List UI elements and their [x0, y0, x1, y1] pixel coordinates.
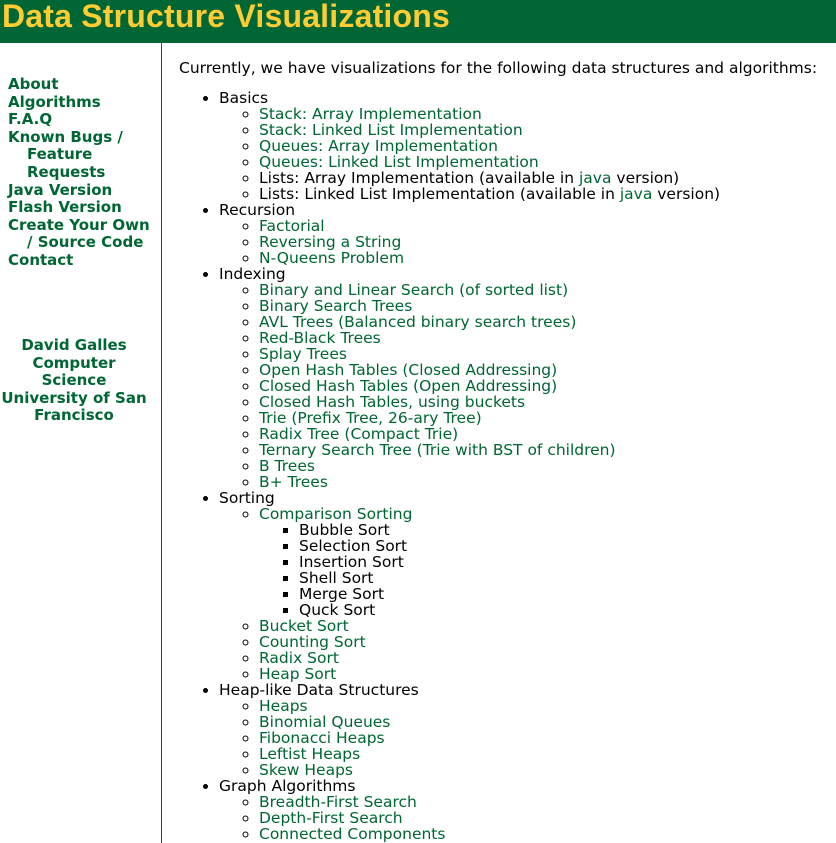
list-item	[259, 234, 829, 250]
section-basics	[219, 90, 829, 202]
list-item	[259, 362, 829, 378]
list-linked-java-link[interactable]: java	[619, 185, 653, 203]
section-graph-algorithms	[219, 778, 829, 842]
dfs-link[interactable]: Depth-First Search	[259, 809, 403, 827]
search-link[interactable]: Binary and Linear Search (of sorted list)	[259, 281, 569, 299]
list-item	[259, 442, 829, 458]
reverse-string-link[interactable]: Reversing a String	[259, 233, 402, 251]
nav-java-version-link[interactable]: Java Version	[8, 180, 113, 199]
list-item	[259, 826, 829, 842]
fibonacci-heaps-link[interactable]: Fibonacci Heaps	[259, 729, 385, 747]
list-item	[259, 410, 829, 426]
ternary-tree-link[interactable]: Ternary Search Tree (Trie with BST of children)	[259, 441, 616, 459]
bucket-sort-link[interactable]: Bucket Sort	[259, 617, 349, 635]
bst-link[interactable]: Binary Search Trees	[259, 297, 413, 315]
list-item	[259, 138, 829, 154]
sorting-list	[219, 506, 829, 682]
list-linked-suffix: version)	[652, 185, 721, 203]
graph-list	[219, 794, 829, 842]
radix-tree-link[interactable]: Radix Tree (Compact Trie)	[259, 425, 459, 443]
list-item	[259, 298, 829, 314]
list-item	[259, 314, 829, 330]
list-item	[259, 330, 829, 346]
binomial-queues-link[interactable]: Binomial Queues	[259, 713, 391, 731]
leftist-heaps-link[interactable]: Leftist Heaps	[259, 745, 361, 763]
list-item	[259, 170, 829, 186]
list-item: ▪ Shell Sort	[299, 570, 829, 586]
nav-contact-link[interactable]: Contact	[8, 250, 74, 269]
list-item	[259, 714, 829, 730]
list-item	[259, 426, 829, 442]
section-label: Sorting	[219, 489, 275, 507]
author-university: University of San Francisco	[1, 388, 147, 425]
sidebar-nav	[8, 76, 158, 270]
splay-link[interactable]: Splay Trees	[259, 345, 347, 363]
sidebar	[0, 43, 162, 843]
list-item	[259, 282, 829, 298]
author-department: Computer Science	[32, 353, 116, 390]
section-indexing	[219, 266, 829, 490]
list-item	[259, 698, 829, 714]
list-linked-text: Lists: Linked List Implementation (available in	[259, 185, 620, 203]
heaps-link[interactable]: Heaps	[259, 697, 308, 715]
list-array-suffix: version)	[611, 169, 680, 187]
list-item	[259, 154, 829, 170]
nav-source-code-link[interactable]: Create Your Own / Source Code	[8, 215, 150, 252]
list-item	[259, 186, 829, 202]
list-item	[259, 122, 829, 138]
section-sorting	[219, 490, 829, 682]
list-item	[259, 666, 829, 682]
nav-faq-link[interactable]: F.A.Q	[8, 110, 53, 129]
skew-heaps-link[interactable]: Skew Heaps	[259, 761, 354, 779]
section-label: Heap-like Data Structures	[219, 681, 419, 699]
queue-array-link[interactable]: Queues: Array Implementation	[259, 137, 498, 155]
trie-link[interactable]: Trie (Prefix Tree, 26-ary Tree)	[259, 409, 482, 427]
list-item	[259, 650, 829, 666]
b-trees-link[interactable]: B Trees	[259, 457, 315, 475]
list-item	[259, 762, 829, 778]
nav-known-bugs-link[interactable]: Known Bugs / Feature Requests	[8, 127, 123, 181]
factorial-link[interactable]: Factorial	[259, 217, 325, 235]
page-header	[0, 0, 836, 43]
list-array-java-link[interactable]: java	[579, 169, 612, 187]
section-label: Graph Algorithms	[219, 777, 356, 795]
page-title: Data Structure Visualizations	[2, 0, 451, 34]
list-item: ▪ Merge Sort	[299, 586, 829, 602]
heap-sort-link[interactable]: Heap Sort	[259, 665, 337, 683]
section-label: Basics	[219, 89, 269, 107]
recursion-list	[219, 218, 829, 266]
nav-about-link[interactable]: About	[8, 75, 59, 93]
nav-flash-version-link[interactable]: Flash Version	[8, 198, 122, 217]
stack-array-link[interactable]: Stack: Array Implementation	[259, 105, 482, 123]
list-item	[259, 634, 829, 650]
avl-link[interactable]: AVL Trees (Balanced binary search trees)	[259, 313, 577, 331]
comparison-sort-link[interactable]: Comparison Sorting	[259, 505, 413, 523]
list-item: ▪ Insertion Sort	[299, 554, 829, 570]
basics-list	[219, 106, 829, 202]
list-item	[259, 746, 829, 762]
list-item	[259, 618, 829, 634]
heaps-list	[219, 698, 829, 778]
n-queens-link[interactable]: N-Queens Problem	[259, 249, 405, 267]
list-item: ▪ Selection Sort	[299, 538, 829, 554]
section-label: Recursion	[219, 201, 296, 219]
bfs-link[interactable]: Breadth-First Search	[259, 793, 417, 811]
visualization-list	[179, 90, 829, 842]
closed-hash-link[interactable]: Closed Hash Tables (Open Addressing)	[259, 377, 558, 395]
counting-sort-link[interactable]: Counting Sort	[259, 633, 366, 651]
list-item	[259, 458, 829, 474]
list-item	[259, 506, 829, 618]
list-item	[259, 378, 829, 394]
closed-hash-buckets-link[interactable]: Closed Hash Tables, using buckets	[259, 393, 526, 411]
stack-linked-list-link[interactable]: Stack: Linked List Implementation	[259, 121, 523, 139]
list-item	[259, 106, 829, 122]
list-item	[259, 730, 829, 746]
list-item	[259, 394, 829, 410]
radix-sort-link[interactable]: Radix Sort	[259, 649, 339, 667]
nav-algorithms-link[interactable]: Algorithms	[8, 92, 101, 111]
list-item	[259, 218, 829, 234]
open-hash-link[interactable]: Open Hash Tables (Closed Addressing)	[259, 361, 558, 379]
list-item	[259, 794, 829, 810]
list-item	[259, 250, 829, 266]
main-content	[179, 59, 829, 842]
author-name: David Galles	[21, 336, 127, 354]
list-item	[259, 810, 829, 826]
connected-components-link[interactable]: Connected Components	[259, 825, 446, 843]
list-array-text: Lists: Array Implementation (available in	[259, 169, 579, 187]
list-item	[259, 346, 829, 362]
intro-text: Currently, we have visualizations for the following data structures and algorithms:	[179, 59, 818, 77]
section-label: Indexing	[219, 265, 286, 283]
queue-linked-list-link[interactable]: Queues: Linked List Implementation	[259, 153, 539, 171]
b-plus-trees-link[interactable]: B+ Trees	[259, 473, 328, 491]
list-item: ▪ Quck Sort	[299, 602, 829, 618]
red-black-link[interactable]: Red-Black Trees	[259, 329, 381, 347]
section-heaps	[219, 682, 829, 778]
author-credits	[0, 337, 148, 425]
section-recursion	[219, 202, 829, 266]
indexing-list	[219, 282, 829, 490]
comparison-sort-list	[259, 522, 829, 618]
list-item: ▪ Bubble Sort	[299, 522, 829, 538]
list-item	[259, 474, 829, 490]
